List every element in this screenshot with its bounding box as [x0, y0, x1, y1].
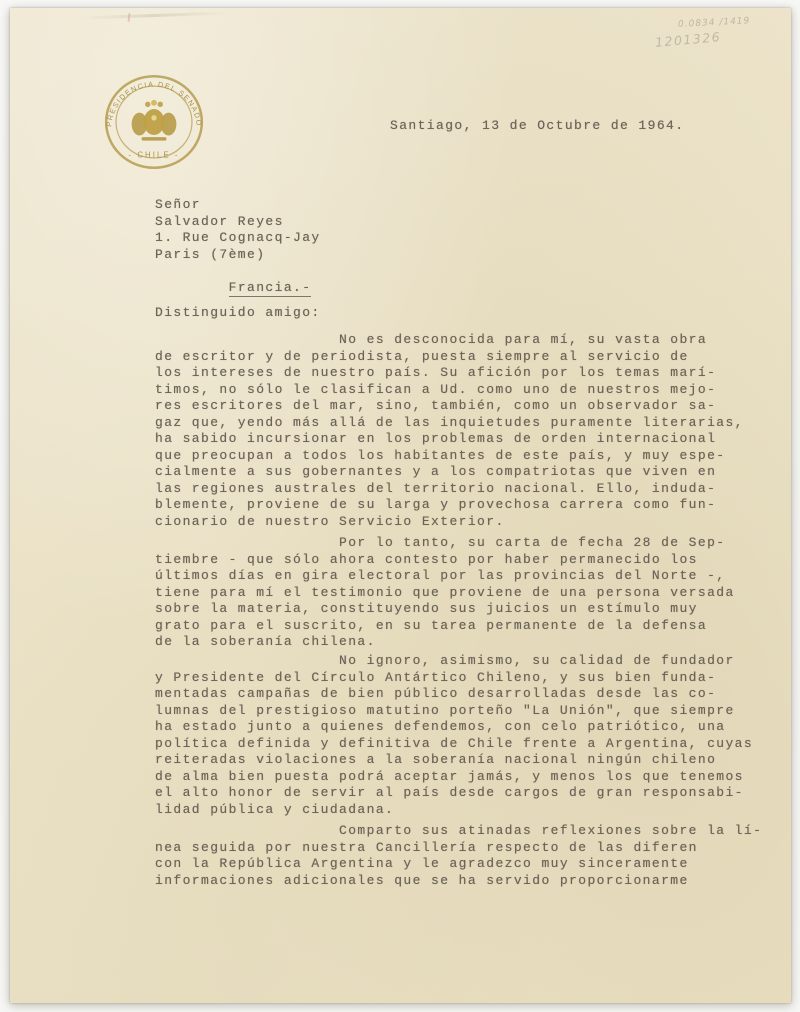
letter-line: de la soberanía chilena.: [155, 634, 376, 649]
letter-line: Comparto sus atinadas reflexiones sobre la lí-: [155, 823, 763, 838]
letter-line: de escritor y de periodista, puesta siempre al servicio de: [155, 348, 689, 364]
letter-line: reiteradas violaciones a la soberanía nacional ningún chileno: [155, 752, 717, 767]
letter-line: Paris (7ème): [155, 246, 266, 262]
paragraph-4-torn: [155, 823, 762, 889]
letter-line: las regiones australes del territorio nacional. Ello, induda-: [155, 480, 717, 496]
seal-ring-text-top: PRESIDENCIA DEL SENADO: [104, 79, 204, 128]
letter-line: 1. Rue Cognacq-Jay: [155, 230, 321, 245]
letter-line: lumnas del prestigioso matutino porteño "La Unión", que siempre: [155, 702, 735, 718]
pencil-annotation-number: 1201326: [654, 29, 722, 50]
letter-line: blemente, proviene de su larga y provechosa carrera como fun-: [155, 497, 717, 512]
letter-line: y Presidente del Círculo Antártico Chileno, y sus bien funda-: [155, 669, 717, 685]
letter-line: ha sabido incursionar en los problemas de orden internacional: [155, 431, 717, 446]
letter-line: gaz que, yendo más allá de las inquietudes puramente literarias,: [155, 414, 744, 430]
pencil-annotation-top: 0.0834 /1419: [677, 16, 751, 30]
letter-line: mentadas campañas de bien público desarrolladas desde las co-: [155, 686, 717, 701]
letter-line: cialmente a sus gobernantes y a los compatriotas que viven en: [155, 464, 717, 479]
letter-line: de alma bien puesta podrá aceptar jamás, y menos los que tenemos: [155, 768, 744, 784]
letter-line: con la República Argentina y le agradezco muy sinceramente: [155, 856, 689, 871]
paragraph-2: [155, 535, 735, 651]
letter-line: los intereses de nuestro país. Su afición por los temas marí-: [155, 365, 717, 380]
letter-line: el alto honor de servir al país desde cargos de gran responsabi-: [155, 785, 744, 800]
letter-line: informaciones adicionales que se ha servido proporcionarme: [155, 872, 689, 888]
presidencia-del-senado-seal-icon: [102, 70, 206, 174]
paragraph-1: [155, 332, 744, 530]
recipient-country-text: Francia.-: [228, 279, 312, 295]
letter-line: tiembre - que sólo ahora contesto por haber permanecido los: [155, 551, 698, 567]
letter-line: Por lo tanto, su carta de fecha 28 de Sep-: [155, 535, 726, 550]
letter-line: tiene para mí el testimonio que proviene de una persona versada: [155, 584, 735, 600]
paragraph-3: [155, 653, 753, 818]
letter-line: ha estado junto a quienes defendemos, con celo patriótico, una: [155, 719, 726, 734]
paper-crease: [80, 11, 230, 19]
letter-line: lidad pública y ciudadana.: [155, 801, 395, 817]
salutation: Distinguido amigo:: [155, 305, 321, 320]
letter-line: grato para el suscrito, en su tarea permanente de la defensa: [155, 617, 708, 633]
recipient-address: [155, 197, 321, 295]
letter-line: Señor: [155, 197, 202, 212]
letter-paper: [10, 8, 791, 1003]
letter-line: No ignoro, asimismo, su calidad de fundador: [155, 653, 735, 668]
recipient-country: [155, 263, 321, 295]
letter-line: No es desconocida para mí, su vasta obra: [155, 332, 708, 347]
seal-ring-text-bottom: - CHILE -: [128, 150, 180, 160]
letter-line: timos, no sólo le clasifican a Ud. como uno de nuestros mejo-: [155, 381, 717, 397]
dateline: Santiago, 13 de Octubre de 1964.: [390, 118, 685, 133]
letter-line: Salvador Reyes: [155, 213, 284, 229]
letter-line: política definida y definitiva de Chile frente a Argentina, cuyas: [155, 735, 754, 751]
letter-line: sobre la materia, constituyendo sus juicios un estímulo muy: [155, 601, 698, 616]
letter-line: cionario de nuestro Servicio Exterior.: [155, 513, 505, 529]
letter-line: últimos días en gira electoral por las provincias del Norte -,: [155, 568, 726, 583]
letter-line: nea seguida por nuestra Cancillería respecto de las diferen: [155, 839, 698, 855]
recipient-lines: [155, 197, 321, 263]
coat-of-arms-icon: [132, 100, 177, 141]
letter-line: que preocupan a todos los habitantes de este país, y muy espe-: [155, 447, 726, 463]
letter-line: res escritores del mar, sino, también, como un observador sa-: [155, 398, 717, 413]
